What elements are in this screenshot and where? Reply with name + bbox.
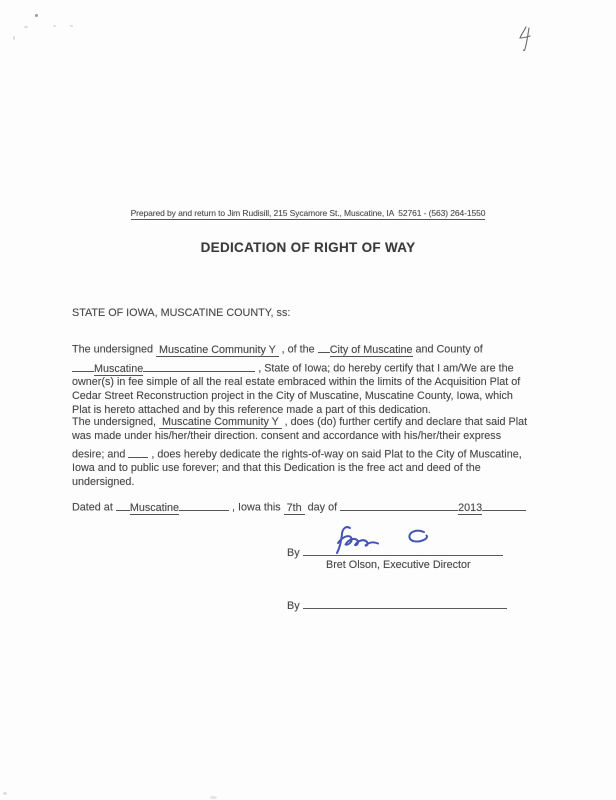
- text-segment: owner(s) in fee simple of all the real estate embraced within the limits of the Acquisition Plat of: [72, 376, 521, 389]
- text-segment: Plat is hereto attached and by this reference made a part of this dedication.: [72, 403, 431, 416]
- paragraph-2: [72, 416, 562, 490]
- text-segment: was made under his/her/their direction. consent and accordance with his/her/their express: [72, 429, 502, 442]
- text-segment: The undersigned,: [72, 416, 160, 428]
- by-label-2: By: [287, 600, 300, 612]
- text-segment: , Iowa this: [229, 501, 284, 514]
- underlined-text: Muscatine Community Y: [156, 343, 279, 356]
- prepared-by-text: Prepared by and return to Jim Rudisill, 215 Sycamore St., Muscatine, IA 52761 - (563) 264-1550: [130, 208, 486, 218]
- scan-smudge: [70, 25, 73, 27]
- text-segment: , does hereby dedicate the rights-of-way on said Plat to the City of Muscatine,: [148, 448, 522, 461]
- blank-underline: [143, 357, 255, 372]
- blank-underline: [72, 357, 94, 372]
- underlined-text: City of Muscatine: [329, 343, 413, 356]
- text-line: [72, 376, 562, 390]
- scan-smudge: [13, 36, 15, 40]
- handwritten-signature: [320, 524, 480, 558]
- blank-underline: [318, 338, 330, 353]
- venue-line: STATE OF IOWA, MUSCATINE COUNTY, ss:: [72, 307, 291, 319]
- text-segment: and County of: [412, 343, 483, 356]
- signature-row-2: [287, 595, 507, 613]
- text-line: [72, 357, 562, 376]
- signer-name: Bret Olson, Executive Director: [326, 559, 471, 571]
- text-line: [72, 390, 562, 404]
- scan-smudge: [3, 792, 7, 795]
- underlined-text: Muscatine: [94, 362, 144, 375]
- text-segment: The undersigned: [72, 343, 157, 356]
- text-segment: Iowa and to public use forever; and that this Dedication is the free act and deed of the: [72, 462, 481, 475]
- scan-smudge: [24, 26, 28, 28]
- prepared-by-line: [0, 208, 616, 218]
- underlined-text: 7th: [283, 501, 305, 514]
- text-line: [72, 496, 572, 515]
- blank-underline: [128, 443, 148, 458]
- underlined-text: 2013: [458, 501, 483, 514]
- scan-smudge: [53, 25, 56, 27]
- text-segment: Dated at: [72, 501, 116, 514]
- by-label-1: By: [287, 547, 300, 559]
- text-segment: undersigned.: [72, 475, 135, 488]
- dated-line: [72, 496, 572, 515]
- text-line: [72, 476, 562, 490]
- text-segment: , State of Iowa; do hereby certify that I am/We are the: [255, 362, 514, 375]
- text-line: [72, 430, 562, 444]
- signature-line-2: [303, 595, 507, 609]
- text-line: [72, 443, 562, 462]
- underlined-text: Muscatine: [129, 501, 180, 514]
- scan-smudge: [35, 14, 38, 17]
- blank-underline: [179, 496, 229, 511]
- page-number-value: 4: [516, 22, 517, 23]
- text-line: [72, 416, 562, 430]
- blank-underline: [116, 496, 130, 511]
- text-segment: Cedar Street Reconstruction project in the City of Muscatine, Muscatine County, Iowa, which: [72, 389, 513, 402]
- text-segment: day of: [304, 501, 341, 514]
- document-title: DEDICATION OF RIGHT OF WAY: [200, 240, 416, 255]
- blank-underline: [482, 496, 526, 511]
- underlined-text: Muscatine Community Y: [159, 416, 282, 428]
- paragraph-1: [72, 338, 562, 417]
- text-line: [72, 338, 562, 357]
- text-segment: desire; and: [72, 448, 129, 461]
- handwritten-page-number: [516, 22, 540, 54]
- blank-underline: [340, 496, 458, 511]
- text-segment: , does (do) further certify and declare that said Plat: [281, 416, 528, 428]
- scan-smudge: [210, 796, 217, 799]
- handwritten-4-strokes: [516, 22, 540, 54]
- text-segment: , of the: [278, 343, 318, 356]
- text-line: [72, 462, 562, 476]
